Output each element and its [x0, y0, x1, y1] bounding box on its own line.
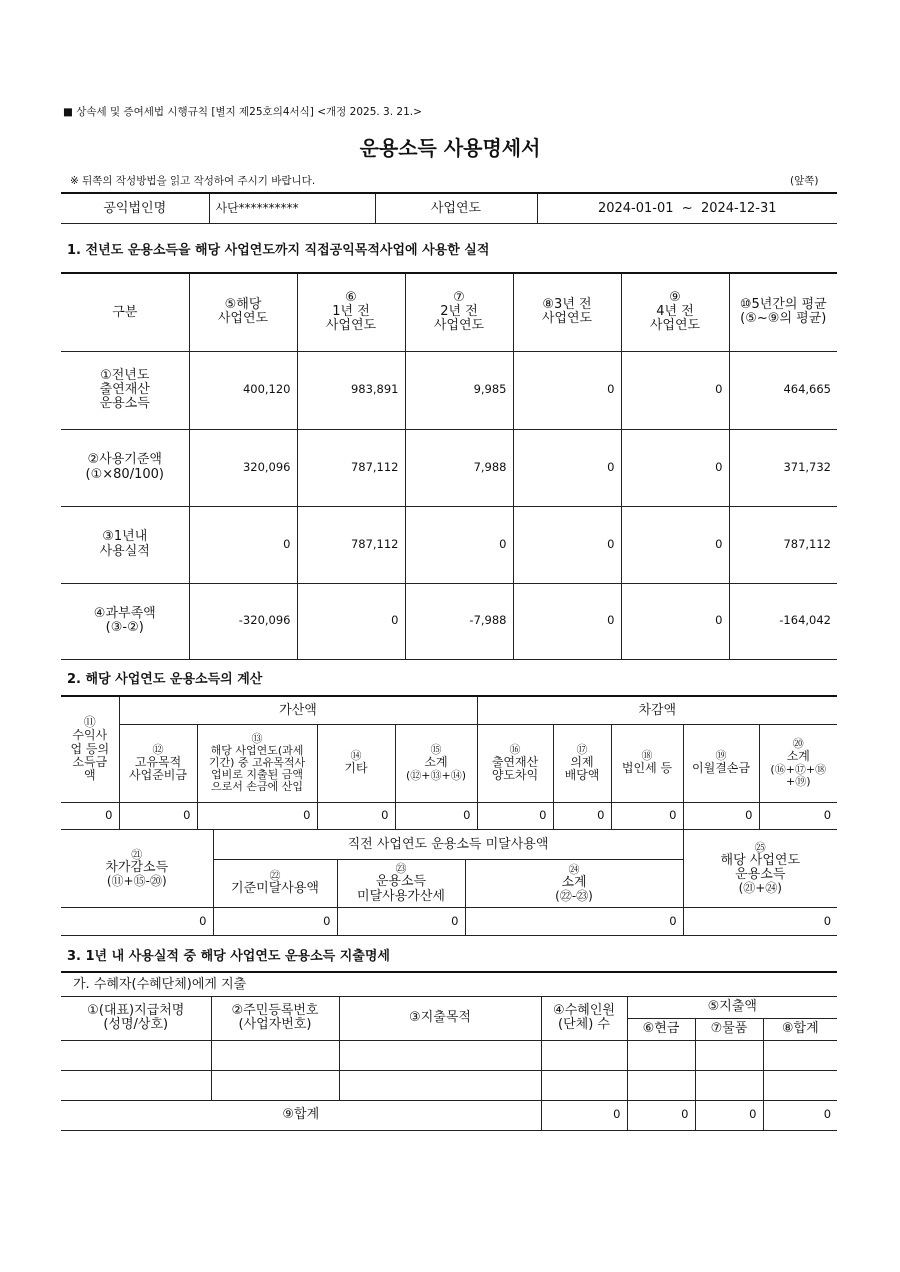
s1-cell: 0: [513, 583, 621, 659]
s2b-cell: 0: [465, 908, 683, 936]
h7-head: ⑦물품: [695, 1018, 763, 1040]
s1-row-label: ④과부족액 (③-②): [61, 583, 189, 659]
s3-cell: [695, 1040, 763, 1070]
table-row: [61, 583, 837, 659]
s1-cell: 7,988: [405, 429, 513, 506]
info-table: [61, 192, 837, 224]
corp-value: 사단**********: [209, 193, 375, 223]
s1-cell: 0: [297, 583, 405, 659]
s1-cell: 9,985: [405, 351, 513, 429]
s3-cell: [339, 1040, 541, 1070]
s3-cell: [627, 1040, 695, 1070]
table-row: [61, 351, 837, 429]
s3-cell: [211, 1040, 339, 1070]
s1-col8-head: ⑧3년 전 사업연도: [513, 273, 621, 351]
s1-cell: -7,988: [405, 583, 513, 659]
period-start: 2024-01-01: [597, 200, 674, 216]
c11-head: ⑪ 수익사 업 등의 소득금 액: [61, 696, 119, 802]
c22-head: ㉒ 기준미달사용액: [213, 860, 337, 908]
h4-head: ④수혜인원 (단체) 수: [541, 996, 627, 1040]
section2-table-b: [61, 829, 837, 936]
s1-cell: 320,096: [189, 429, 297, 506]
s1-cell: 0: [189, 506, 297, 583]
s1-cell: 0: [513, 351, 621, 429]
period-sep: ~: [681, 200, 693, 216]
corp-label: 공익법인명: [61, 193, 209, 223]
s2-cell: 0: [759, 802, 837, 829]
c25-head: ㉕ 해당 사업연도 운용소득 (㉑+㉔): [683, 830, 837, 908]
add-label: 가산액: [119, 696, 477, 724]
s1-cell: 787,112: [297, 506, 405, 583]
s2b-cell: 0: [683, 908, 837, 936]
s1-cell: 787,112: [729, 506, 837, 583]
s3-cell: [211, 1070, 339, 1100]
c17-head: ⑰ 의제 배당액: [553, 724, 611, 802]
c15-head: ⑮ 소계 (⑫+⑬+⑭): [395, 724, 477, 802]
s1-col10-head: ⑩5년간의 평균 (⑤~⑨의 평균): [729, 273, 837, 351]
table-row: [61, 908, 837, 936]
section1-title: 1. 전년도 운용소득을 해당 사업연도까지 직접공익목적사업에 사용한 실적: [67, 243, 490, 258]
section1-table: [61, 272, 837, 660]
c20-head: ⑳ 소계 (⑯+⑰+⑱ +⑲): [759, 724, 837, 802]
table-row: [61, 506, 837, 583]
total-cell: 0: [695, 1100, 763, 1130]
s2b-cell: 0: [61, 908, 213, 936]
s3-cell: [763, 1040, 837, 1070]
s1-cell: 983,891: [297, 351, 405, 429]
c14-head: ⑭ 기타: [317, 724, 395, 802]
s2-cell: 0: [61, 802, 119, 829]
s2-cell: 0: [317, 802, 395, 829]
h1-head: ①(대표)지급처명 (성명/상호): [61, 996, 211, 1040]
prev-label: 직전 사업연도 운용소득 미달사용액: [213, 830, 683, 860]
s3-cell: [339, 1070, 541, 1100]
c19-head: ⑲ 이월결손금: [683, 724, 759, 802]
table-row: [61, 429, 837, 506]
c13-head: ⑬ 해당 사업연도(과세 기간) 중 고유목적사 업비로 지출된 금액 으로서 손금에 산입: [197, 724, 317, 802]
s1-cell: 400,120: [189, 351, 297, 429]
s2-cell: 0: [553, 802, 611, 829]
total-cell: 0: [627, 1100, 695, 1130]
s3-cell: [763, 1070, 837, 1100]
total-label: ⑨합계: [61, 1100, 541, 1130]
page-title: 운용소득 사용명세서: [359, 136, 541, 160]
s2-cell: 0: [683, 802, 759, 829]
s3-cell: [61, 1070, 211, 1100]
s1-row-label: ①전년도 출연재산 운용소득: [61, 351, 189, 429]
s1-col5-head: ⑤해당 사업연도: [189, 273, 297, 351]
instruction-note: ※ 뒤쪽의 작성방법을 읽고 작성하여 주시기 바랍니다.: [70, 175, 316, 187]
c18-head: ⑱ 법인세 등: [611, 724, 683, 802]
s3-cell: [541, 1070, 627, 1100]
section2-table: [61, 695, 837, 830]
s2-cell: 0: [395, 802, 477, 829]
s3-cell: [541, 1040, 627, 1070]
h2-head: ②주민등록번호 (사업자번호): [211, 996, 339, 1040]
s1-col9-head: ⑨ 4년 전 사업연도: [621, 273, 729, 351]
s3-cell: [695, 1070, 763, 1100]
h3-head: ③지출목적: [339, 996, 541, 1040]
h5-head: ⑤지출액: [627, 996, 837, 1018]
section2-title: 2. 해당 사업연도 운용소득의 계산: [67, 672, 263, 687]
s1-cell: 0: [513, 506, 621, 583]
s1-cell: 0: [513, 429, 621, 506]
s1-col6-head: ⑥ 1년 전 사업연도: [297, 273, 405, 351]
s1-head-label: 구분: [61, 273, 189, 351]
h6-head: ⑥현금: [627, 1018, 695, 1040]
c16-head: ⑯ 출연재산 양도차익: [477, 724, 553, 802]
h8-head: ⑧합계: [763, 1018, 837, 1040]
c23-head: ㉓ 운용소득 미달사용가산세: [337, 860, 465, 908]
s2-cell: 0: [477, 802, 553, 829]
total-cell: 0: [541, 1100, 627, 1130]
s2-cell: 0: [119, 802, 197, 829]
section3-title: 3. 1년 내 사용실적 중 해당 사업연도 운용소득 지출명세: [67, 949, 390, 964]
s1-col7-head: ⑦ 2년 전 사업연도: [405, 273, 513, 351]
regulation-text: ■ 상속세 및 증여세법 시행규칙 [별지 제25호의4서식] <개정 2025. 3. 21.>: [63, 106, 422, 118]
s2b-cell: 0: [213, 908, 337, 936]
s2b-cell: 0: [337, 908, 465, 936]
s3-cell: [61, 1040, 211, 1070]
s1-cell: 0: [621, 506, 729, 583]
s2-cell: 0: [611, 802, 683, 829]
s1-cell: 787,112: [297, 429, 405, 506]
year-label: 사업연도: [375, 193, 537, 223]
total-cell: 0: [763, 1100, 837, 1130]
sub-label: 차감액: [477, 696, 837, 724]
s1-row-label: ③1년내 사용실적: [61, 506, 189, 583]
period-value: [537, 193, 837, 223]
s3-cell: [627, 1070, 695, 1100]
table-row: [61, 1100, 837, 1130]
c12-head: ⑫ 고유목적 사업준비금: [119, 724, 197, 802]
c24-head: ㉔ 소계 (㉒-㉓): [465, 860, 683, 908]
s3-subtitle: 가. 수혜자(수혜단체)에게 지출: [61, 972, 837, 996]
c21-head: ㉑ 차가감소득 (⑪+⑮-⑳): [61, 830, 213, 908]
s2-cell: 0: [197, 802, 317, 829]
table-row: [61, 1040, 837, 1070]
s1-row-label: ②사용기준액 (①×80/100): [61, 429, 189, 506]
s1-cell: 0: [621, 429, 729, 506]
s1-cell: 0: [621, 583, 729, 659]
section3-table: [61, 971, 837, 1131]
page-side: (앞쪽): [790, 175, 819, 187]
s1-cell: -320,096: [189, 583, 297, 659]
s1-cell: 0: [405, 506, 513, 583]
table-row: [61, 1070, 837, 1100]
table-row: [61, 802, 837, 829]
s1-cell: 464,665: [729, 351, 837, 429]
period-end: 2024-12-31: [700, 200, 777, 216]
s1-cell: -164,042: [729, 583, 837, 659]
s1-cell: 0: [621, 351, 729, 429]
s1-cell: 371,732: [729, 429, 837, 506]
